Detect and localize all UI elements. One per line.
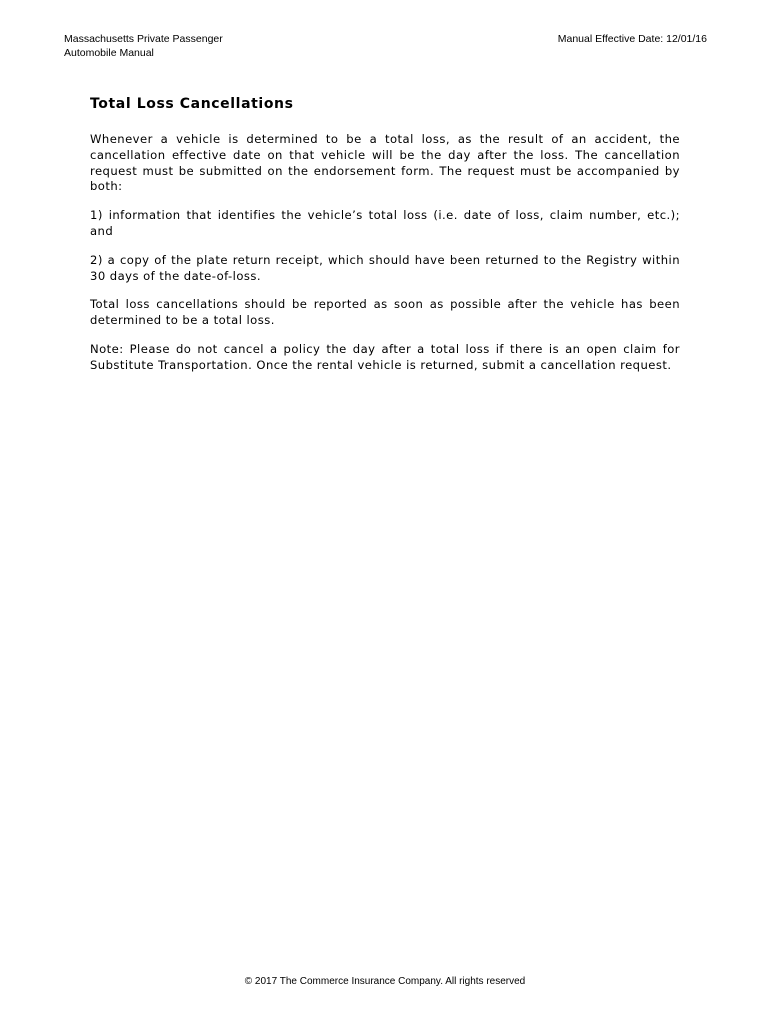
effective-date-header: Manual Effective Date: 12/01/16 <box>557 33 707 45</box>
reporting-paragraph: Total loss cancellations should be reported as soon as possible after the vehicle has been determined to be a total loss. <box>90 297 680 328</box>
section-content <box>90 94 680 387</box>
manual-title-line-1: Massachusetts Private Passenger <box>64 33 223 45</box>
manual-title-header <box>64 32 223 60</box>
note-paragraph: Note: Please do not cancel a policy the day after a total loss if there is an open claim for Substitute Transportation. Once the rental vehicle is returned, submit a cancellation request. <box>90 341 680 372</box>
requirement-item-1: 1) information that identifies the vehicle’s total loss (i.e. date of loss, claim number, etc.); and <box>90 208 680 238</box>
requirement-item-2: 2) a copy of the plate return receipt, which should have been returned to the Registry within 30 days of the date-of-loss. <box>90 252 680 283</box>
copyright-footer: © 2017 The Commerce Insurance Company. All rights reserved <box>244 976 526 987</box>
manual-title-line-2: Automobile Manual <box>64 47 154 59</box>
intro-paragraph: Whenever a vehicle is determined to be a total loss, as the result of an accident, the cancellation effective date on that vehicle will be the day after the loss. The cancellation request must be submitted on the endorsement form. The request must be accompanied by both: <box>90 132 680 194</box>
section-title: Total Loss Cancellations <box>90 96 294 112</box>
